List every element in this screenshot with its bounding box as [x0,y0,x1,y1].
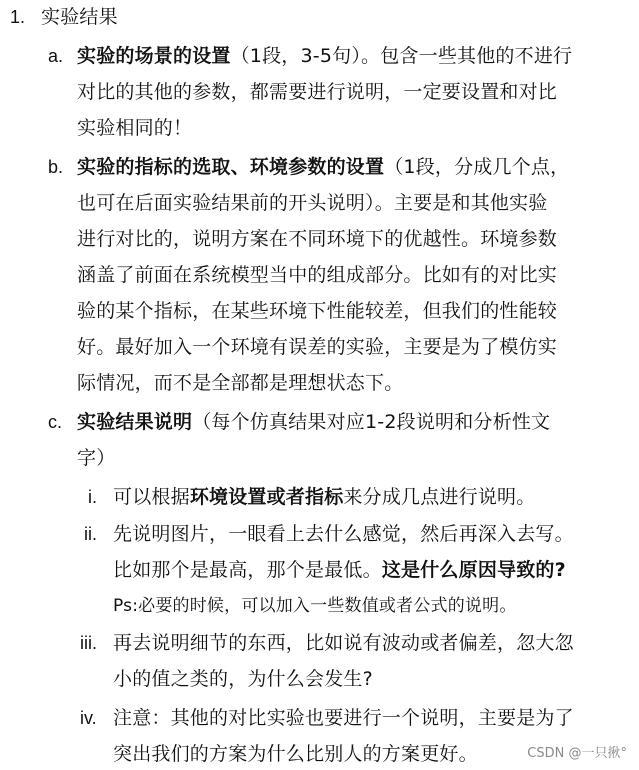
item-a-heading: 实验的场景的设置 [77,45,231,67]
subitem-i-marker: i. [88,487,97,507]
item-c-marker: c. [48,412,63,432]
item-a-line-2: 对比的其他的参数，都需要进行说明，一定要设置和对比 [77,81,558,103]
item-b-line-3: 进行对比的，说明方案在不同环境下的优越性。环境参数 [77,228,558,250]
item-b-line-5: 验的某个指标，在某些环境下性能较差，但我们的性能较 [77,300,558,322]
item-b-line-2: 也可在后面实验结果前的开头说明）。主要是和其他实验 [77,192,548,214]
csdn-watermark: CSDN @一只揪° [527,746,627,761]
section-title: 实验结果 [41,6,118,28]
item-c-heading: 实验结果说明 [77,411,193,433]
item-b-line-6: 好。最好加入一个环境有误差的实验，主要是为了模仿实 [77,336,558,358]
subitem-ii-note: Ps:必要的时候，可以加入一些数值或者公式的说明。 [113,596,517,616]
item-a-line-3: 实验相同的！ [77,117,193,139]
item-c-text: （每个仿真结果对应1-2段说明和分析性文 [192,411,551,433]
item-b-line-1 [77,154,569,180]
subitem-iii-marker: iii. [80,633,97,653]
subitem-i-bold: 环境设置或者指标 [189,486,344,508]
item-c-line-2: 字） [77,447,116,469]
item-b-text: （1段，分成几个点， [384,156,570,178]
item-b-marker: b. [48,157,64,177]
subitem-ii-line-1: 先说明图片，一眼看上去什么感觉，然后再深入去写。 [113,523,574,545]
subitem-ii-bold: 这是什么原因导致的? [381,559,566,581]
subitem-ii-marker: ii. [84,524,97,544]
subitem-i-post: 来分成几点进行说明。 [343,486,536,508]
subitem-ii-line-2 [113,557,566,583]
subitem-iv-line-2: 突出我们的方案为什么比别人的方案更好。 [113,743,478,765]
item-a-text: （1段，3-5句）。包含一些其他的不进行 [230,45,573,67]
item-a-marker: a. [48,46,64,66]
section-number: 1. [10,7,26,27]
item-b-heading: 实验的指标的选取、环境参数的设置 [77,156,385,178]
subitem-iii-line-1: 再去说明细节的东西，比如说有波动或者偏差，忽大忽 [113,632,574,654]
item-a-line-1 [77,43,572,69]
subitem-iv-line-1: 注意：其他的对比实验也要进行一个说明，主要是为了 [113,707,574,729]
subitem-ii-text: 比如那个是最高，那个是最低。 [113,559,382,581]
subitem-i-line-1 [113,484,535,510]
subitem-iv-marker: iv. [80,708,97,728]
subitem-iii-line-2: 小的值之类的，为什么会发生? [113,668,373,690]
item-c-line-1 [77,409,550,435]
subitem-i-pre: 可以根据 [113,486,190,508]
item-b-line-7: 际情况，而不是全部都是理想状态下。 [77,372,404,394]
item-b-line-4: 涵盖了前面在系统模型当中的组成部分。比如有的对比实 [77,264,558,286]
